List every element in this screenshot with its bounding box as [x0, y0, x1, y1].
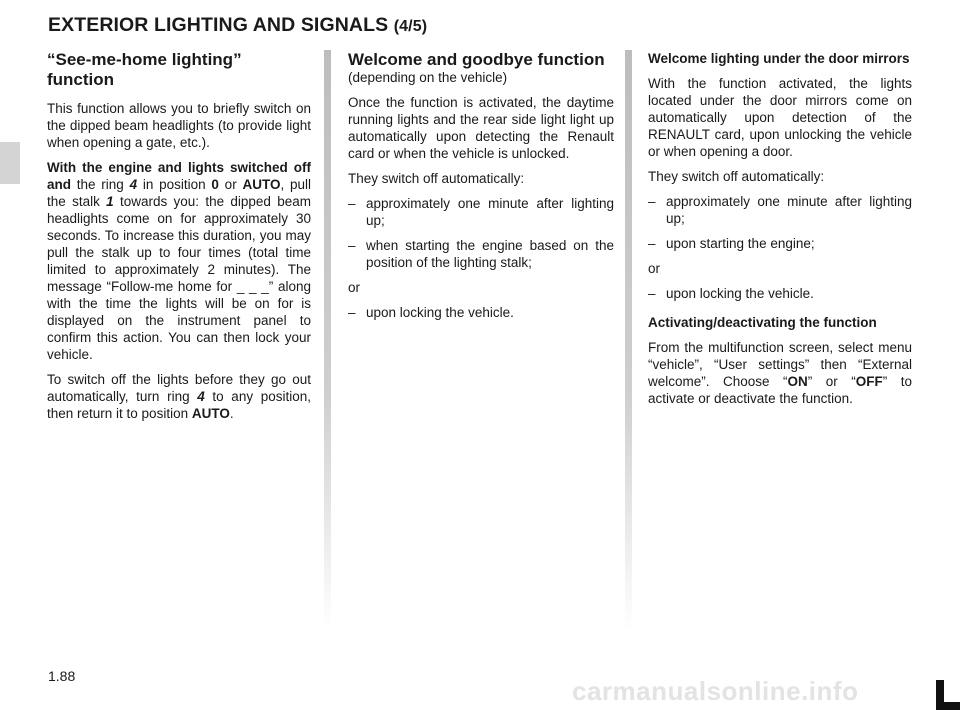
column-door-mirror-lighting: [648, 50, 912, 415]
section-heading: “See-me-home lighting” function: [47, 50, 242, 89]
list-item: – upon starting the engine;: [648, 236, 815, 251]
paragraph: This function allows you to briefly switch on the dipped beam headlights (to provide light when opening a gate, etc.).: [47, 101, 311, 150]
list-item: – approximately one minute after lighting up;: [348, 196, 614, 228]
watermark: carmanualsonline.info: [572, 676, 859, 706]
column-divider: [625, 50, 632, 630]
page-number: 1.88: [48, 668, 76, 684]
list-item: – approximately one minute after lighting up;: [648, 194, 912, 226]
page-part: (4/5): [393, 18, 428, 35]
list-item: – upon locking the vehicle.: [348, 305, 514, 320]
list-item: – when starting the engine based on the position of the lighting stalk;: [348, 238, 614, 270]
page-title: EXTERIOR LIGHTING AND SIGNALS: [48, 14, 389, 36]
paragraph: They switch off automatically:: [648, 169, 825, 184]
vehicle-note: (depending on the vehicle): [348, 70, 508, 85]
paragraph: With the engine and lights switched off and the ring 4 in position 0 or AUTO, pull the stalk 1 towards you: the dipped beam headlights come on for approximately 30 seconds. To increase this duration, you may pull the stalk up to four times (total time limited to approximately 2 minutes). The message “Follow-me home for _ _ _” along with the time the lights will be on for is displayed on the instrument panel to confirm this action. You can then lock your vehicle.: [47, 160, 311, 362]
section-heading: Welcome and goodbye function: [348, 50, 605, 69]
subheading: Activating/deactivating the function: [648, 315, 877, 330]
column-welcome-goodbye: [348, 50, 614, 329]
paragraph: Once the function is activated, the daytime running lights and the rear side light light up automatically upon detecting the Renault card or when the vehicle is unlocked.: [348, 95, 614, 161]
section-heading: Welcome lighting under the door mirrors: [648, 51, 910, 66]
corner-mark-icon: [932, 676, 960, 710]
or-text: or: [648, 261, 661, 276]
paragraph: They switch off automatically:: [348, 171, 525, 186]
column-divider: [324, 50, 331, 630]
or-text: or: [348, 280, 361, 295]
paragraph: From the multifunction screen, select menu “vehicle”, “User settings” then “External welcome”. Choose “ON” or “OFF” to activate or deactivate the function.: [648, 340, 913, 406]
list-item: – upon locking the vehicle.: [648, 286, 814, 301]
page-header: [48, 14, 427, 37]
paragraph: With the function activated, the lights located under the door mirrors come on automatically upon detection of the RENAULT card, upon unlocking the vehicle or when opening a door.: [648, 76, 912, 159]
column-see-me-home: [47, 50, 311, 430]
paragraph: To switch off the lights before they go out automatically, turn ring 4 to any position, then return it to position AUTO.: [47, 372, 312, 421]
chapter-tab: [0, 142, 20, 184]
